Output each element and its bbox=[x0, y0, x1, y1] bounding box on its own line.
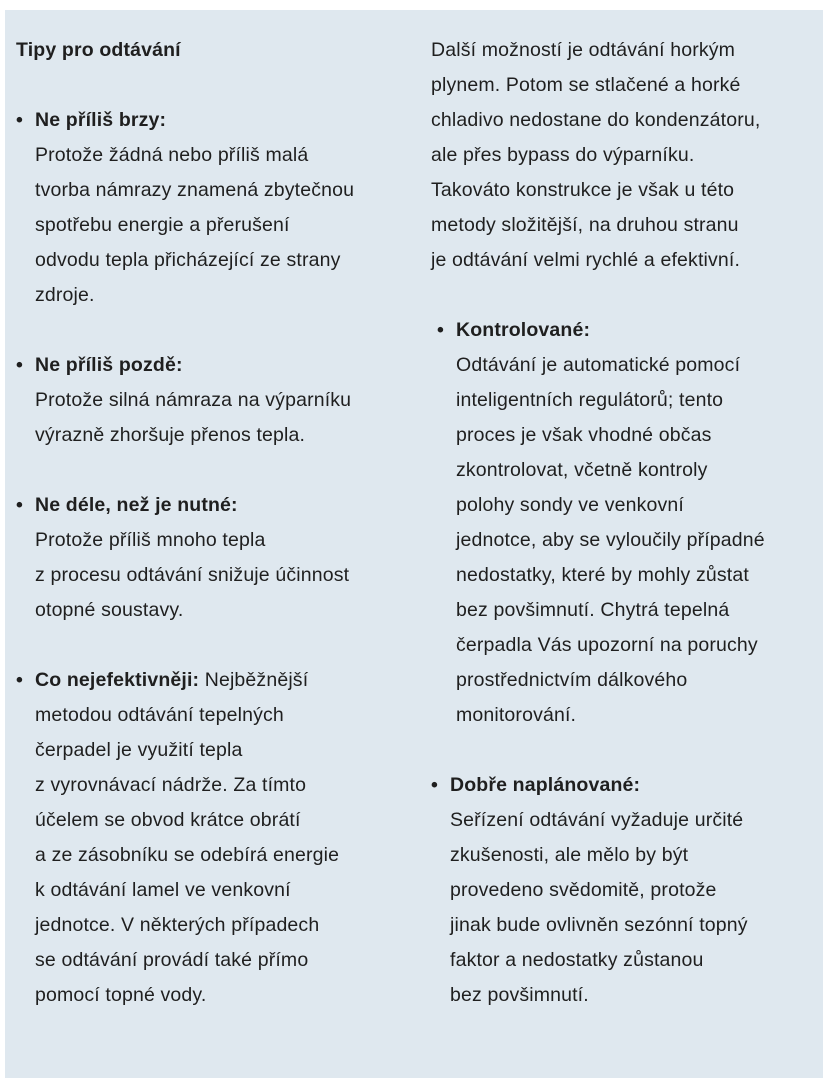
tip-text-line: spotřebu energie a přerušení bbox=[35, 214, 290, 236]
tip-text-line: Protože silná námraza na výparníku bbox=[35, 389, 352, 411]
tip-text-line: čerpadla Vás upozorní na poruchy bbox=[456, 634, 758, 656]
bullet-icon: • bbox=[431, 774, 438, 796]
tip-text-line: jinak bude ovlivněn sezónní topný bbox=[450, 914, 748, 936]
tip-heading: Kontrolované: bbox=[456, 319, 591, 341]
tip-text-line: z vyrovnávací nádrže. Za tímto bbox=[35, 774, 307, 796]
intro-line: plynem. Potom se stlačené a horké bbox=[431, 74, 741, 96]
tip-text-line: jednotce. V některých případech bbox=[35, 914, 320, 936]
tip-text-line: se odtávání provádí také přímo bbox=[35, 949, 309, 971]
tip-item-too-early bbox=[16, 103, 411, 313]
intro-paragraph bbox=[431, 33, 823, 278]
tip-text-line: monitorování. bbox=[456, 704, 577, 726]
tip-text-line: bez povšimnutí. Chytrá tepelná bbox=[456, 599, 730, 621]
tip-text-line: účelem se obvod krátce obrátí bbox=[35, 809, 301, 831]
tip-text-line: prostřednictvím dálkového bbox=[456, 669, 688, 691]
tip-text-line: zkušenosti, ale mělo by být bbox=[450, 844, 689, 866]
tip-text-line: pomocí topné vody. bbox=[35, 984, 207, 1006]
tip-item-not-longer bbox=[16, 488, 411, 628]
tip-text-line: inteligentních regulátorů; tento bbox=[456, 389, 724, 411]
left-column bbox=[16, 33, 411, 1013]
tip-text-line: nedostatky, které by mohly zůstat bbox=[456, 564, 749, 586]
tip-text-line: faktor a nedostatky zůstanou bbox=[450, 949, 704, 971]
intro-line: metody složitější, na druhou stranu bbox=[431, 214, 739, 236]
tip-text-line: zdroje. bbox=[35, 284, 95, 306]
tip-text-line: z procesu odtávání snižuje účinnost bbox=[35, 564, 350, 586]
tip-text-line: Protože příliš mnoho tepla bbox=[35, 529, 266, 551]
tip-text-line: Seřízení odtávání vyžaduje určité bbox=[450, 809, 744, 831]
intro-line: Takováto konstrukce je však u této bbox=[431, 179, 735, 201]
tip-text-line: čerpadel je využití tepla bbox=[35, 739, 243, 761]
tip-text-line: provedeno svědomitě, protože bbox=[450, 879, 717, 901]
tip-text-line: Protože žádná nebo příliš malá bbox=[35, 144, 309, 166]
tip-text-line: proces je však vhodné občas bbox=[456, 424, 712, 446]
tip-text-line: metodou odtávání tepelných bbox=[35, 704, 284, 726]
tip-text-line: tvorba námrazy znamená zbytečnou bbox=[35, 179, 355, 201]
tip-text-line: otopné soustavy. bbox=[35, 599, 184, 621]
tip-text-inline: Nejběžnější bbox=[199, 669, 309, 691]
intro-line: je odtávání velmi rychlé a efektivní. bbox=[431, 249, 741, 271]
bullet-icon: • bbox=[16, 494, 23, 516]
tip-heading: Dobře naplánované: bbox=[450, 774, 641, 796]
right-column bbox=[431, 33, 823, 1013]
tip-text-line: zkontrolovat, včetně kontroly bbox=[456, 459, 708, 481]
tip-item-controlled bbox=[437, 313, 823, 733]
tip-item-too-late bbox=[16, 348, 411, 453]
intro-line: chladivo nedostane do kondenzátoru, bbox=[431, 109, 761, 131]
tip-heading: Co nejefektivněji: bbox=[35, 669, 200, 691]
tip-heading: Ne příliš brzy: bbox=[35, 109, 167, 131]
tip-heading: Ne příliš pozdě: bbox=[35, 354, 183, 376]
tip-text-line: polohy sondy ve venkovní bbox=[456, 494, 684, 516]
bullet-icon: • bbox=[16, 354, 23, 376]
tip-text-line: k odtávání lamel ve venkovní bbox=[35, 879, 291, 901]
tip-text-line: jednotce, aby se vyloučily případné bbox=[456, 529, 765, 551]
panel-title: Tipy pro odtávání bbox=[16, 39, 181, 61]
bullet-icon: • bbox=[16, 669, 23, 691]
tip-text-line: a ze zásobníku se odebírá energie bbox=[35, 844, 340, 866]
intro-line: ale přes bypass do výparníku. bbox=[431, 144, 695, 166]
tip-text-line: odvodu tepla přicházející ze strany bbox=[35, 249, 341, 271]
tip-text-line: bez povšimnutí. bbox=[450, 984, 589, 1006]
tip-heading: Ne déle, než je nutné: bbox=[35, 494, 238, 516]
bullet-icon: • bbox=[16, 109, 23, 131]
intro-line: Další možností je odtávání horkým bbox=[431, 39, 736, 61]
tip-text-line: Odtávání je automatické pomocí bbox=[456, 354, 741, 376]
tips-panel bbox=[5, 10, 823, 1078]
tip-text-line: výrazně zhoršuje přenos tepla. bbox=[35, 424, 306, 446]
tip-item-most-efficient bbox=[16, 663, 411, 1013]
bullet-icon: • bbox=[437, 319, 444, 341]
tip-item-well-planned bbox=[431, 768, 823, 1013]
